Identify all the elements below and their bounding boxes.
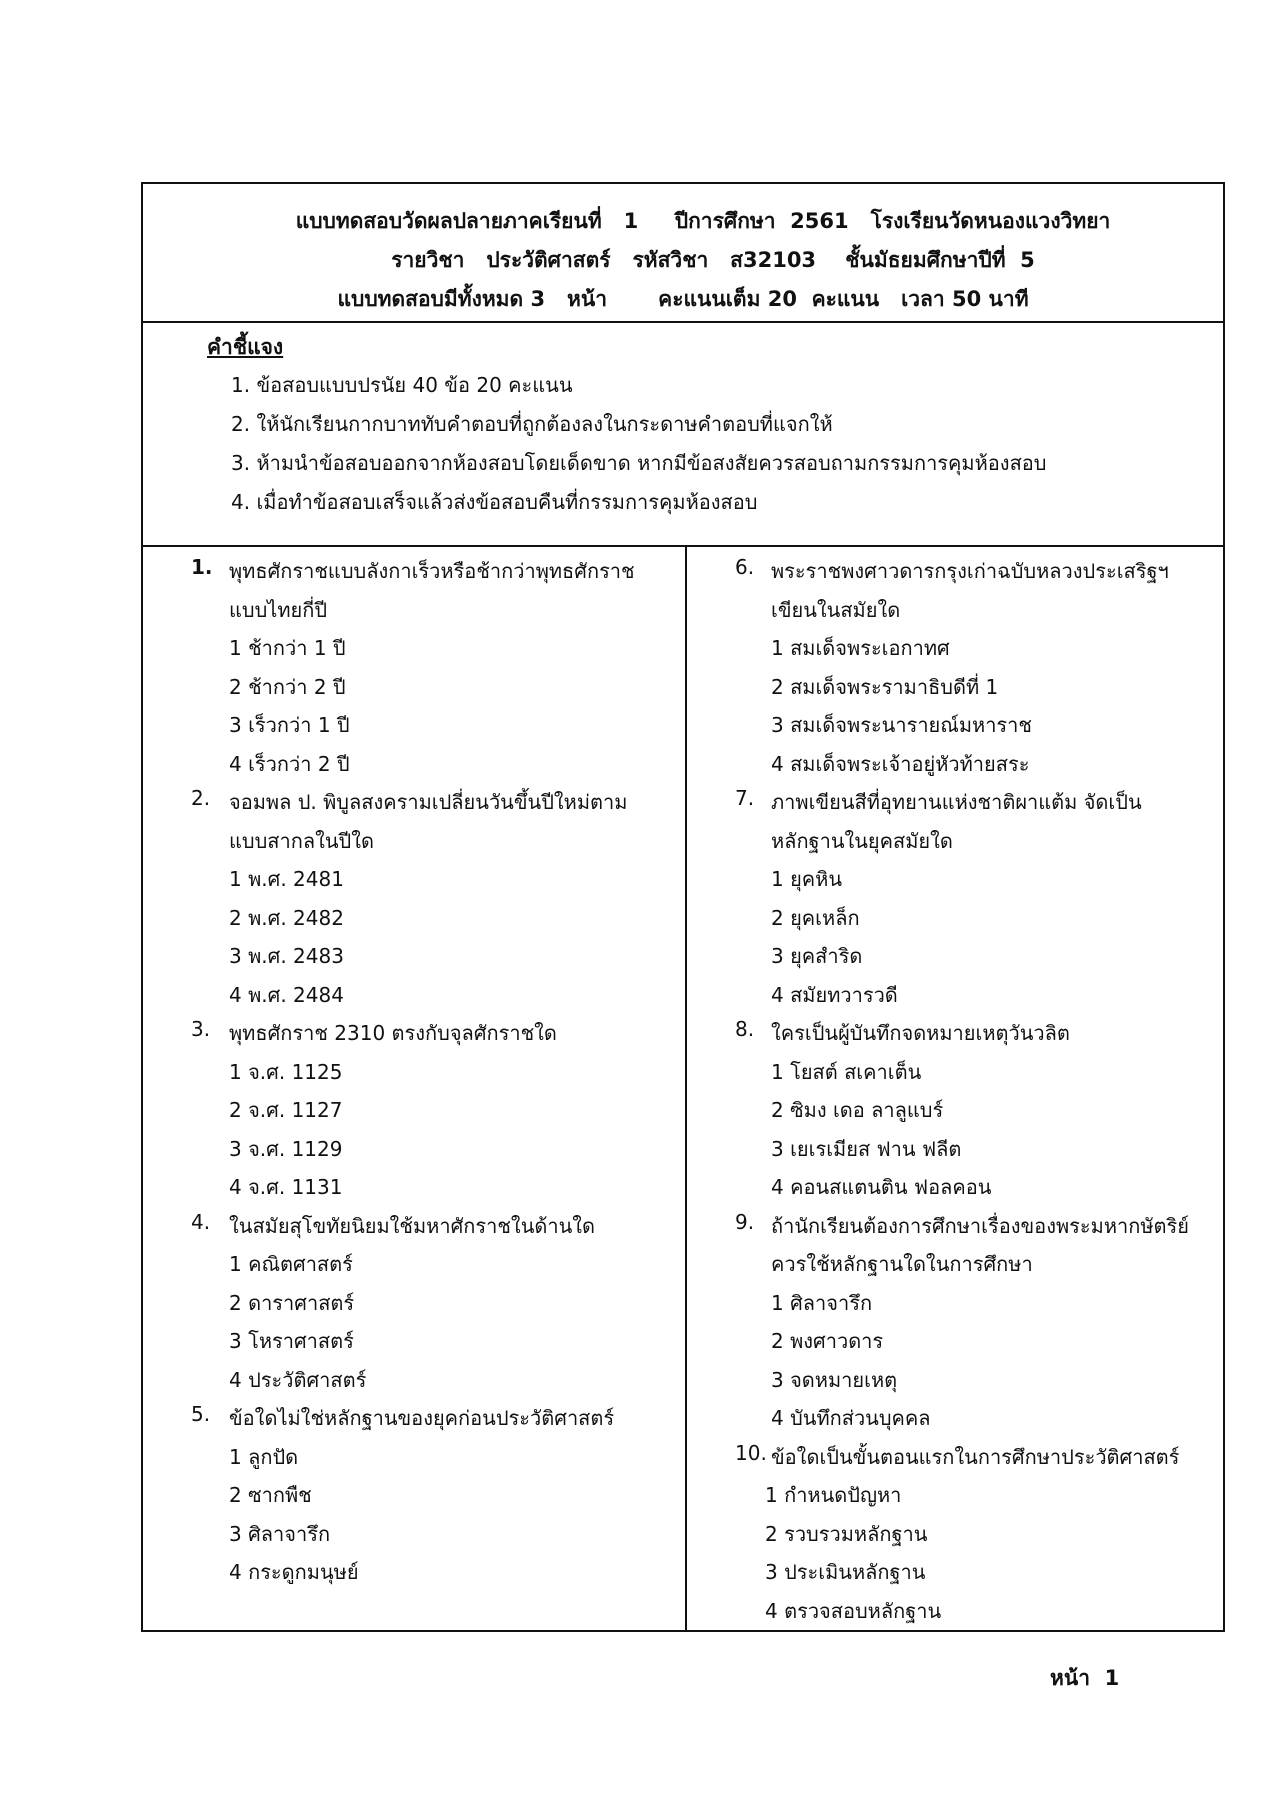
question-number: 4.	[191, 1209, 211, 1234]
instruction-item: 3. ห้ามนำข้อสอบออกจากห้องสอบโดยเด็ดขาด หากมีข้อสงสัยควรสอบถามกรรมการคุมห้องสอบ	[231, 451, 1047, 475]
question-text: แบบสากลในปีใด	[229, 828, 374, 853]
question-number: 7.	[735, 786, 755, 810]
answer-choice: 2 จ.ศ. 1127	[229, 1098, 343, 1122]
question-number: 3.	[191, 1017, 211, 1041]
answer-choice: 3 เร็วกว่า 1 ปี	[229, 713, 350, 737]
exam-header	[143, 184, 1223, 323]
question-text: ใครเป็นผู้บันทึกจดหมายเหตุวันวลิต	[771, 1021, 1070, 1045]
question-number: 10.	[735, 1440, 767, 1465]
answer-choice: 3 สมเด็จพระนารายณ์มหาราช	[771, 713, 1032, 737]
instructions-section	[143, 323, 1223, 547]
question-text: ภาพเขียนสีที่อุทยานแห่งชาติผาแต้ม จัดเป็น	[771, 790, 1142, 814]
question-number: 1.	[191, 555, 213, 579]
question-text: ควรใช้หลักฐานใดในการศึกษา	[771, 1252, 1033, 1276]
header-line-2: รายวิชา ประวัติศาสตร์ รหัสวิชา ส32103 ชั้นมัธยมศึกษาปีที่ 5	[391, 248, 1035, 272]
answer-choice: 4 ตรวจสอบหลักฐาน	[765, 1598, 942, 1623]
questions-right-column	[687, 547, 1227, 1632]
answer-choice: 1 ลูกปัด	[229, 1444, 299, 1469]
instruction-item: 2. ให้นักเรียนกากบาททับคำตอบที่ถูกต้องลงในกระดาษคำตอบที่แจกให้	[231, 412, 833, 436]
answer-choice: 4 กระดูกมนุษย์	[229, 1560, 359, 1584]
question-number: 9.	[735, 1209, 755, 1234]
exam-sheet	[141, 182, 1225, 1632]
instructions-title: คำชี้แจง	[207, 335, 284, 359]
question-text: เขียนในสมัยใด	[771, 597, 901, 622]
answer-choice: 3 ศิลาจารึก	[229, 1521, 331, 1546]
question-text: พระราชพงศาวดารกรุงเก่าฉบับหลวงประเสริฐฯ	[771, 559, 1169, 583]
answer-choice: 2 ยุคเหล็ก	[771, 905, 860, 930]
question-text: พุทธศักราช 2310 ตรงกับจุลศักราชใด	[229, 1021, 557, 1045]
answer-choice: 1 สมเด็จพระเอกาทศ	[771, 636, 950, 660]
answer-choice: 1 ช้ากว่า 1 ปี	[229, 636, 346, 660]
question-text: ในสมัยสุโขทัยนิยมใช้มหาศักราชในด้านใด	[229, 1213, 596, 1238]
question-number: 5.	[191, 1402, 211, 1426]
answer-choice: 3 โหราศาสตร์	[229, 1329, 354, 1353]
answer-choice: 4 จ.ศ. 1131	[229, 1175, 343, 1199]
answer-choice: 4 สมเด็จพระเจ้าอยู่หัวท้ายสระ	[771, 751, 1030, 776]
question-text: พุทธศักราชแบบลังกาเร็วหรือช้ากว่าพุทธศักราช	[229, 559, 635, 583]
question-text: ข้อใดไม่ใช่หลักฐานของยุคก่อนประวัติศาสตร์	[229, 1406, 615, 1430]
answer-choice: 3 จ.ศ. 1129	[229, 1136, 343, 1161]
answer-choice: 2 ช้ากว่า 2 ปี	[229, 674, 346, 699]
question-text: ถ้านักเรียนต้องการศึกษาเรื่องของพระมหากษัตริย์	[771, 1213, 1189, 1238]
questions-left-column	[143, 547, 683, 1632]
answer-choice: 1 ศิลาจารึก	[771, 1290, 873, 1315]
question-number: 8.	[735, 1017, 755, 1041]
question-number: 6.	[735, 555, 755, 579]
header-line-3: แบบทดสอบมีทั้งหมด 3 หน้า คะแนนเต็ม 20 คะแนน เวลา 50 นาที	[337, 287, 1029, 311]
answer-choice: 2 รวบรวมหลักฐาน	[765, 1521, 928, 1546]
answer-choice: 2 พงศาวดาร	[771, 1329, 884, 1353]
answer-choice: 2 ซิมง เดอ ลาลูแบร์	[771, 1098, 944, 1122]
page-number: หน้า 1	[1050, 1666, 1120, 1690]
answer-choice: 1 คณิตศาสตร์	[229, 1252, 353, 1276]
answer-choice: 3 พ.ศ. 2483	[229, 944, 344, 968]
answer-choice: 3 ยุคสำริด	[771, 944, 863, 968]
answer-choice: 1 โยสต์ สเคาเต็น	[771, 1059, 922, 1084]
answer-choice: 2 สมเด็จพระรามาธิบดีที่ 1	[771, 674, 999, 699]
answer-choice: 4 เร็วกว่า 2 ปี	[229, 751, 350, 776]
question-text: แบบไทยกี่ปี	[229, 597, 328, 622]
answer-choice: 2 ดาราศาสตร์	[229, 1290, 355, 1315]
question-text: ข้อใดเป็นขั้นตอนแรกในการศึกษาประวัติศาสตร์	[771, 1444, 1180, 1469]
header-line-1: แบบทดสอบวัดผลปลายภาคเรียนที่ 1 ปีการศึกษา 2561 โรงเรียนวัดหนองแวงวิทยา	[295, 209, 1111, 233]
instruction-item: 1. ข้อสอบแบบปรนัย 40 ข้อ 20 คะแนน	[231, 373, 573, 397]
answer-choice: 2 ซากพืช	[229, 1483, 312, 1507]
answer-choice: 4 คอนสแตนติน ฟอลคอน	[771, 1175, 992, 1199]
answer-choice: 1 พ.ศ. 2481	[229, 867, 344, 891]
answer-choice: 1 ยุคหิน	[771, 867, 843, 891]
answer-choice: 4 บันทึกส่วนบุคคล	[771, 1406, 931, 1430]
question-text: จอมพล ป. พิบูลสงครามเปลี่ยนวันขึ้นปีใหม่ตาม	[229, 790, 628, 814]
answer-choice: 3 ประเมินหลักฐาน	[765, 1560, 926, 1584]
question-text: หลักฐานในยุคสมัยใด	[771, 828, 953, 853]
answer-choice: 4 สมัยทวารวดี	[771, 982, 898, 1007]
answer-choice: 4 พ.ศ. 2484	[229, 982, 344, 1007]
question-number: 2.	[191, 786, 211, 810]
answer-choice: 4 ประวัติศาสตร์	[229, 1367, 367, 1392]
answer-choice: 1 จ.ศ. 1125	[229, 1059, 343, 1084]
answer-choice: 1 กำหนดปัญหา	[765, 1483, 902, 1507]
answer-choice: 3 จดหมายเหตุ	[771, 1367, 898, 1392]
instruction-item: 4. เมื่อทำข้อสอบเสร็จแล้วส่งข้อสอบคืนที่กรรมการคุมห้องสอบ	[231, 490, 758, 514]
answer-choice: 2 พ.ศ. 2482	[229, 905, 344, 930]
answer-choice: 3 เยเรเมียส ฟาน ฟลีต	[771, 1136, 962, 1161]
